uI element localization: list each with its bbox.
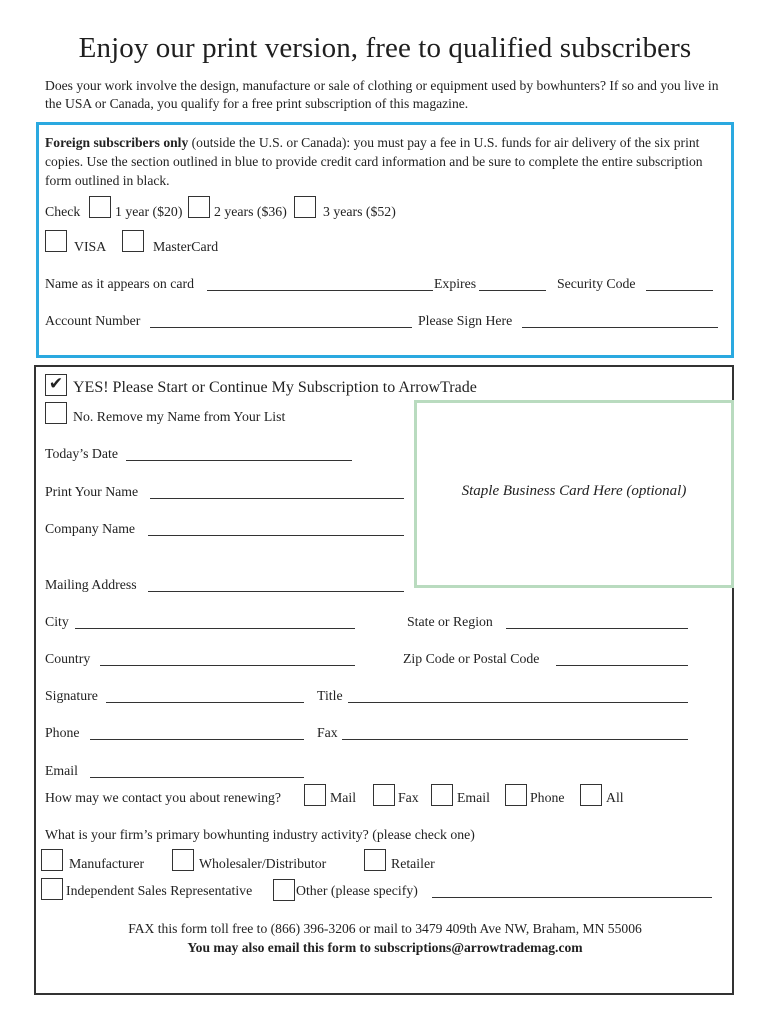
phone-label: Phone bbox=[45, 725, 80, 740]
city-field[interactable] bbox=[75, 628, 355, 629]
title-field[interactable] bbox=[348, 702, 688, 703]
name-on-card-label: Name as it appears on card bbox=[45, 276, 195, 291]
todays-date-field[interactable] bbox=[126, 460, 352, 461]
company-name-label: Company Name bbox=[45, 521, 136, 536]
option-2-years-label: 2 years ($36) bbox=[214, 204, 287, 219]
expires-field[interactable] bbox=[479, 290, 546, 291]
renewal-question: How may we contact you about renewing? bbox=[45, 790, 282, 805]
todays-date-label: Today’s Date bbox=[45, 446, 118, 461]
fax-mail-instructions: FAX this form toll free to (866) 396-3206 or mail to 3479 409th Ave NW, Braham, MN 55006 bbox=[128, 921, 642, 936]
email-instructions: You may also email this form to subscriptions@arrowtrademag.com bbox=[187, 940, 583, 955]
mastercard-checkbox[interactable] bbox=[122, 230, 144, 252]
country-field[interactable] bbox=[100, 665, 355, 666]
city-label: City bbox=[45, 614, 69, 629]
renew-email-checkbox[interactable] bbox=[431, 784, 453, 806]
mailing-address-label: Mailing Address bbox=[45, 577, 137, 592]
renew-mail-checkbox[interactable] bbox=[304, 784, 326, 806]
print-name-label: Print Your Name bbox=[45, 484, 139, 499]
company-name-field[interactable] bbox=[148, 535, 404, 536]
option-1-year-label: 1 year ($20) bbox=[115, 204, 183, 219]
foreign-text: (outside the U.S. or Canada): you must pay a fee in U.S. funds for air delivery of the six print copies. Use the section outlined in blue to provide credit card information and be sure to complete the entire subscription form outlined in black. bbox=[45, 135, 703, 188]
yes-checkbox[interactable] bbox=[45, 374, 67, 396]
manufacturer-label: Manufacturer bbox=[69, 856, 145, 871]
title-label: Title bbox=[317, 688, 343, 703]
renew-phone-checkbox[interactable] bbox=[505, 784, 527, 806]
account-number-label: Account Number bbox=[45, 313, 141, 328]
independent-rep-checkbox[interactable] bbox=[41, 878, 63, 900]
sign-here-field[interactable] bbox=[522, 327, 718, 328]
other-label: Other (please specify) bbox=[296, 883, 418, 898]
renew-phone-label: Phone bbox=[530, 790, 565, 805]
zip-field[interactable] bbox=[556, 665, 688, 666]
check-label: Check bbox=[45, 204, 81, 219]
account-number-field[interactable] bbox=[150, 327, 412, 328]
wholesaler-label: Wholesaler/Distributor bbox=[199, 856, 327, 871]
state-label: State or Region bbox=[407, 614, 493, 629]
fax-label: Fax bbox=[317, 725, 338, 740]
no-checkbox[interactable] bbox=[45, 402, 67, 424]
other-checkbox[interactable] bbox=[273, 879, 295, 901]
page-title: Enjoy our print version, free to qualified subscribers bbox=[78, 32, 692, 64]
name-on-card-field[interactable] bbox=[207, 290, 433, 291]
phone-field[interactable] bbox=[90, 739, 304, 740]
checkmark-icon: ✔ bbox=[48, 374, 64, 394]
visa-checkbox[interactable] bbox=[45, 230, 67, 252]
renew-fax-checkbox[interactable] bbox=[373, 784, 395, 806]
renew-all-label: All bbox=[606, 790, 624, 805]
option-2-years-checkbox[interactable] bbox=[188, 196, 210, 218]
mastercard-label: MasterCard bbox=[153, 239, 219, 254]
no-label: No. Remove my Name from Your List bbox=[73, 409, 286, 424]
expires-label: Expires bbox=[434, 276, 477, 291]
activity-question: What is your firm’s primary bowhunting industry activity? (please check one) bbox=[45, 827, 475, 842]
print-name-field[interactable] bbox=[150, 498, 404, 499]
intro-text: Does your work involve the design, manufacture or sale of clothing or equipment used by bowhunters? If so and you live in the USA or Canada, you qualify for a free print subscription of this magazine. bbox=[45, 78, 719, 111]
other-specify-field[interactable] bbox=[432, 897, 712, 898]
renew-all-checkbox[interactable] bbox=[580, 784, 602, 806]
state-field[interactable] bbox=[506, 628, 688, 629]
email-label: Email bbox=[45, 763, 78, 778]
renew-mail-label: Mail bbox=[330, 790, 357, 805]
option-3-years-checkbox[interactable] bbox=[294, 196, 316, 218]
option-3-years-label: 3 years ($52) bbox=[323, 204, 396, 219]
fax-field[interactable] bbox=[342, 739, 688, 740]
staple-card-text: Staple Business Card Here (optional) bbox=[461, 483, 687, 499]
renew-fax-label: Fax bbox=[398, 790, 419, 805]
option-1-year-checkbox[interactable] bbox=[89, 196, 111, 218]
country-label: Country bbox=[45, 651, 91, 666]
foreign-lead: Foreign subscribers only bbox=[45, 135, 189, 150]
mailing-address-field[interactable] bbox=[148, 591, 404, 592]
visa-label: VISA bbox=[74, 239, 107, 254]
manufacturer-checkbox[interactable] bbox=[41, 849, 63, 871]
foreign-paragraph bbox=[45, 133, 725, 190]
security-code-label: Security Code bbox=[557, 276, 636, 291]
signature-field[interactable] bbox=[106, 702, 304, 703]
signature-label: Signature bbox=[45, 688, 98, 703]
renew-email-label: Email bbox=[457, 790, 490, 805]
retailer-label: Retailer bbox=[391, 856, 435, 871]
sign-here-label: Please Sign Here bbox=[418, 313, 513, 328]
email-field[interactable] bbox=[90, 777, 304, 778]
zip-label: Zip Code or Postal Code bbox=[403, 651, 540, 666]
retailer-checkbox[interactable] bbox=[364, 849, 386, 871]
independent-rep-label: Independent Sales Representative bbox=[66, 883, 253, 898]
security-code-field[interactable] bbox=[646, 290, 713, 291]
yes-label: YES! Please Start or Continue My Subscription to ArrowTrade bbox=[73, 379, 477, 396]
wholesaler-checkbox[interactable] bbox=[172, 849, 194, 871]
